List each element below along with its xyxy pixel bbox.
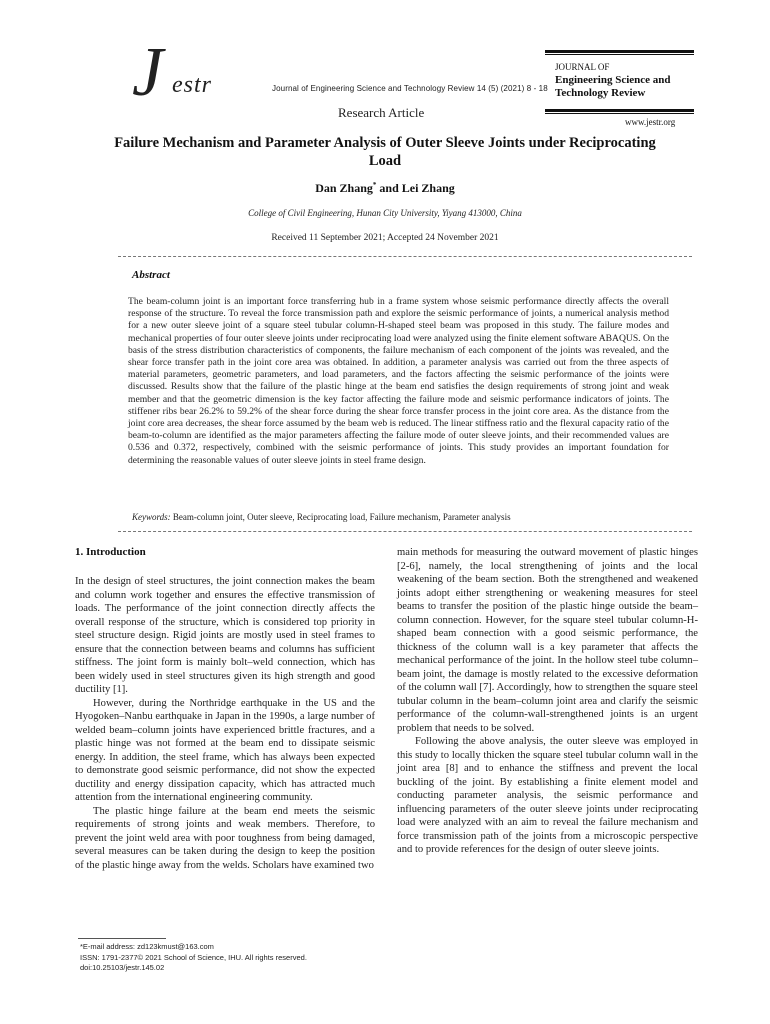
journal-website-link[interactable]: www.jestr.org [625, 117, 676, 127]
received-dates: Received 11 September 2021; Accepted 24 November 2021 [271, 233, 499, 243]
journal-box-top-rule [545, 50, 694, 53]
journal-box-bottom-rule-thin [545, 113, 694, 114]
logo-initial: J [132, 34, 164, 111]
article-type: Research Article [338, 105, 425, 120]
paragraph: The plastic hinge failure at the beam end meets the seismic requirements of strong joints and weak members. Therefore, to prevent the joint weld area with poor toughness from being damaged, several measures can be taken during the design to keep the position of the plastic hinge away from the welds. Scholars have examined two [75, 805, 375, 871]
abstract-text: The beam-column joint is an important force transferring hub in a frame system whose seismic performance directly affects the overall response of the structure. To reveal the force transmission path and explore the seismic performance of joints, a numerical analysis method for a new outer sleeve joint of a square steel tubular column-H-shaped steel beam was proposed in this study. The failure modes and mechanical properties of four outer sleeve joints under reciprocating load were analyzed using the finite element software ABAQUS. On the basis of the stress distribution characteristics of components, the failure mechanism of each component of the joints was revealed, and the shear force transfer path in the joint core area was obtained. In addition, a parameter analysis was carried out from the three aspects of material parameters, geometric parameters, and load parameters, and the factors affecting the seismic performance of the joints were discussed. Results show that the failure of the plastic hinge at the beam end satisfies the design requirements of strong joint and weak member and that the geometric dimension is the key factor affecting the failure mode and seismic performance indicators of joints. The stiffener ribs bear 26.2% to 59.2% of the shear force during the shear force transfer process in the joint core area. As the distance from the joint core area decreases, the shear force assumed by the beam web is reduced. The linear stiffness ratio and the flexural capacity ratio of the beam-to-column are identified as the major parameters affecting the failure mode of outer sleeve joints, and their recommended values are 0.536 and 0.372, respectively, combined with the seismic performance of joints. This study provides an important foundation for determining the reasonable values of outer sleeve joints in steel frame design. [128, 296, 669, 466]
paper-title: Failure Mechanism and Parameter Analysis of Outer Sleeve Joints under Reciprocating Load [114, 135, 656, 169]
journal-box-name-line1: Engineering Science and [555, 74, 671, 86]
paragraph: However, during the Northridge earthquake in the US and the Hyogoken–Nanbu earthquake in Japan in the 1990s, a large number of welded beam–column joints have experienced brittle fractures, and a plastic hinge was not formed at the beam end to dissipate seismic energy. In addition, the steel frame, which has always been expected to demonstrate good seismic performance, did not show the expected ductility and energy dissipation capacity, which has attracted much attention from the international engineering community. [75, 697, 375, 803]
journal-logo [128, 34, 246, 114]
paragraph: In the design of steel structures, the joint connection makes the beam and column work together and ensures the effective transmission of loads. The performance of the joint connection directly affects the overall response of the structure, which is considered top priority in steel structure design. Rigid joints are mostly used in steel frames to ensure that the connection between beams and columns has sufficient stiffness. The joint form is mainly bolt–weld connection, which has been widely used in steel structures given its high strength and good ductility [1]. [75, 576, 375, 695]
section-heading: 1. Introduction [75, 546, 146, 558]
footnotes [80, 942, 307, 974]
journal-box-top-rule-thin [545, 54, 694, 55]
footnote-rule [78, 938, 166, 939]
author-2: and Lei Zhang [376, 181, 455, 195]
journal-box-name-line2: Technology Review [555, 87, 646, 99]
journal-box-bottom-rule [545, 109, 694, 112]
author-1: Dan Zhang [315, 181, 373, 195]
footnote-doi: doi:10.25103/jestr.145.02 [80, 963, 165, 972]
keywords-list: Beam-column joint, Outer sleeve, Reciprocating load, Failure mechanism, Parameter analysis [170, 512, 511, 522]
abstract-heading: Abstract [132, 269, 170, 281]
paper-authors [110, 181, 660, 196]
journal-citation: Journal of Engineering Science and Technology Review 14 (5) (2021) 8 - 18 [272, 84, 548, 93]
left-column [75, 575, 375, 872]
paper-affiliation: College of Civil Engineering, Hunan City University, Yiyang 413000, China [248, 208, 522, 218]
paragraph: main methods for measuring the outward movement of plastic hinges [2-6], namely, the local strengthening of joints and the local weakening of the beam section. Both the strengthened and weakened joints adopt either strengthening or weakening measures for steel beams to transfer the position of the plastic hinge outside the beam–column connection. However, for the square steel tubular column-H-shaped beam connection with a good seismic performance, the thickness of the column wall is a key parameter that affects the mechanical performance of the joint. In the hollow steel tube column–beam joint, the damage is mostly related to the excessive deformation of the column wall [7]. Accordingly, how to strengthen the square steel tubular column in the beam–column joint area and clarify the seismic performance of the column-wall-strengthened joints is an urgent problem that needs to be solved. [397, 547, 698, 734]
divider [118, 531, 692, 532]
footnote-email: *E-mail address: zd123kmust@163.com [80, 942, 214, 951]
keywords [132, 512, 672, 522]
logo-text: estr [172, 72, 212, 98]
keywords-label: Keywords: [132, 512, 171, 522]
corresponding-author-mark: * [372, 181, 377, 189]
divider [118, 256, 692, 257]
right-column [397, 546, 698, 857]
footnote-issn: ISSN: 1791-2377© 2021 School of Science, IHU. All rights reserved. [80, 952, 307, 962]
paragraph: Following the above analysis, the outer sleeve was employed in this study to locally thicken the square steel tubular column wall in the joint area [8] and to enhance the stiffness and prevent the local buckling of the joint. By establishing a finite element model and conducting parameter analysis, the seismic performance and influencing parameters of the outer sleeve joints under reciprocating load were analyzed with an aim to reveal the failure mechanism and force transmission path of the joints from a microscopic perspective and to provide references for the design of outer sleeve joints. [397, 736, 698, 855]
journal-box-label: JOURNAL OF [555, 62, 610, 72]
